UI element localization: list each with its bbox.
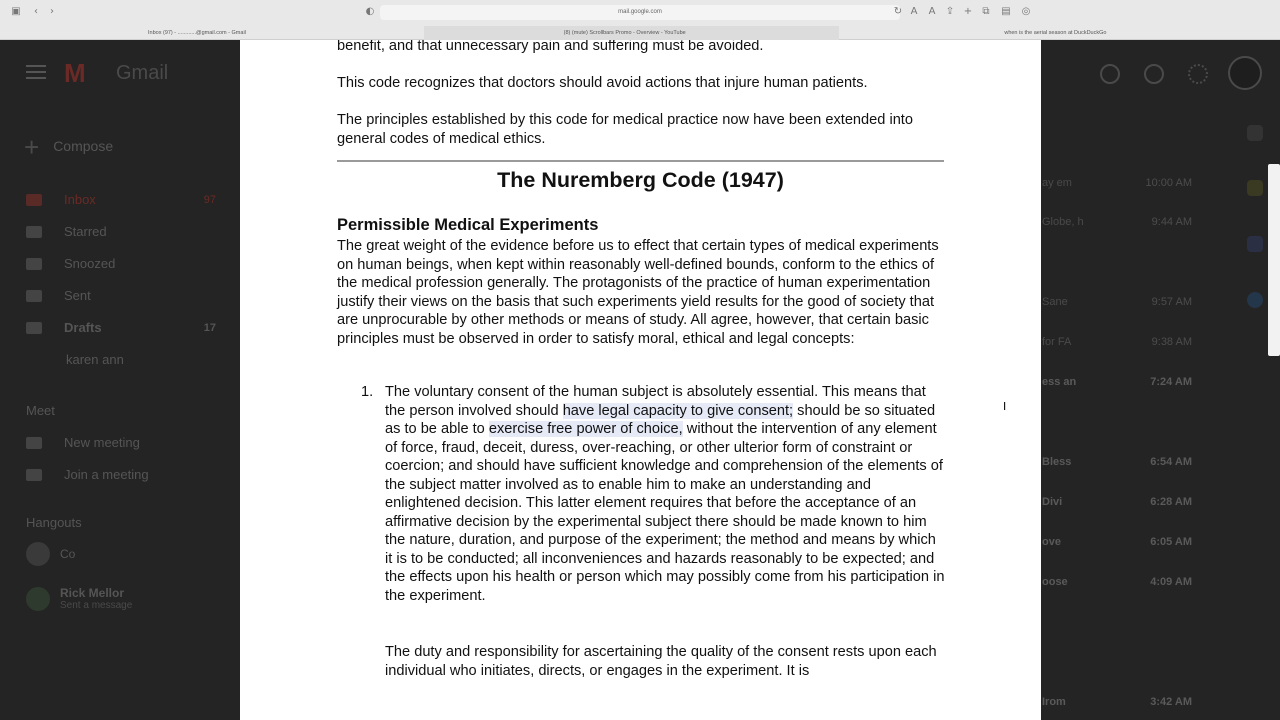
tasks-icon[interactable]	[1247, 236, 1263, 252]
back-icon[interactable]: ‹	[34, 6, 38, 17]
tab-duckduckgo[interactable]: when is the aerial season at DuckDuckGo	[1004, 30, 1107, 36]
contacts-icon[interactable]	[1247, 292, 1263, 308]
hangouts-heading: Hangouts	[26, 515, 82, 530]
nav-label: Inbox	[64, 192, 96, 207]
inbox-icon	[26, 194, 42, 206]
nav-snoozed[interactable]	[26, 256, 216, 271]
new-meeting-button[interactable]	[26, 435, 216, 450]
hangout-self[interactable]	[26, 542, 75, 566]
nav-starred[interactable]	[26, 224, 216, 239]
tab-youtube[interactable]: (8) (mute) Scrollbars Promo - Overview - YouTube	[424, 26, 840, 40]
highlighted-text: have legal capacity to give consent;	[562, 402, 794, 419]
item-text: The voluntary consent of the human subject is absolutely essential. This means that the person involved should	[385, 384, 926, 419]
list-item	[385, 383, 945, 605]
hangout-contact[interactable]	[26, 586, 132, 611]
inbox-row-snippet[interactable]: ay em	[1042, 177, 1072, 189]
inbox-row-snippet[interactable]: ess an	[1042, 376, 1077, 388]
gmail-brand: Gmail	[116, 62, 169, 84]
extension-icon[interactable]: ▤	[1001, 6, 1011, 17]
nav-label: New meeting	[64, 435, 140, 450]
nav-label: karen ann	[66, 352, 124, 367]
tab-overview-icon[interactable]: ⧉	[982, 6, 990, 17]
text-cursor-icon: I	[1003, 400, 1007, 413]
nav-label: Snoozed	[64, 256, 116, 271]
section-heading: Permissible Medical Experiments	[337, 216, 599, 234]
inbox-row-snippet[interactable]: Irom	[1042, 696, 1066, 708]
nav-label: Drafts	[64, 320, 102, 335]
side-panel	[1235, 40, 1280, 720]
document-title: The Nuremberg Code (1947)	[497, 168, 784, 192]
contact-status: Sent a message	[60, 600, 133, 611]
contact-name: Rick Mellor	[60, 586, 125, 600]
settings-icon[interactable]	[1144, 64, 1164, 84]
tab-gmail[interactable]: Inbox (97) - ............@gmail.com - Gmail	[148, 30, 246, 36]
nav-label: Sent	[64, 288, 91, 303]
inbox-row-time: 9:57 AM	[1151, 296, 1192, 308]
inbox-row-snippet[interactable]: ove	[1042, 536, 1061, 548]
inbox-row-time: 10:00 AM	[1145, 177, 1192, 189]
document-page	[240, 40, 1041, 720]
new-tab-icon[interactable]: +	[963, 6, 973, 17]
inbox-row-snippet[interactable]: Sane	[1042, 296, 1068, 308]
list-number: 1.	[361, 384, 374, 400]
tab-strip	[0, 26, 1280, 40]
share-icon[interactable]: ⇪	[945, 6, 955, 17]
nav-drafts[interactable]	[26, 320, 216, 335]
avatar	[26, 587, 50, 611]
browser-chrome	[0, 0, 1280, 40]
draft-icon	[26, 322, 42, 334]
inbox-row-time: 9:38 AM	[1151, 336, 1192, 348]
main-menu-icon[interactable]	[26, 65, 46, 79]
shield-icon[interactable]: ◐	[365, 6, 375, 17]
inbox-row-snippet[interactable]: for FA	[1042, 336, 1072, 348]
join-meeting-button[interactable]	[26, 467, 216, 482]
highlighted-text: exercise free power of choice,	[488, 421, 683, 437]
nav-count: 17	[203, 321, 216, 334]
sidebar-toggle-icon[interactable]: ▣	[11, 6, 21, 17]
item-text: should be so situated as to be able to	[385, 402, 936, 437]
inbox-row-time: 6:05 AM	[1150, 536, 1192, 548]
send-icon	[26, 290, 42, 302]
forward-icon[interactable]: ›	[50, 6, 54, 17]
nav-sent[interactable]	[26, 288, 216, 303]
page-scrollbar[interactable]	[1268, 164, 1280, 356]
nav-label: Join a meeting	[64, 467, 149, 482]
text-size-small-icon[interactable]: A	[910, 6, 918, 17]
nav-count: 97	[203, 193, 216, 206]
hangout-user-name: Co	[60, 547, 76, 561]
inbox-row-snippet[interactable]: Globe, h	[1042, 216, 1084, 228]
compose-label: Compose	[53, 138, 114, 155]
item-text: without the intervention of any element of force, fraud, deceit, duress, over-reaching, or other ulterior form of constraint or coercion; and should have sufficient knowledge and comprehension of the elements of the subject matter involved as to enable him to make an understanding and enlightened decision. This latter element requires that before the acceptance of an affirmative decision by the experimental subject there should be made known to him the nature, duration, and purpose of the experiment; the method and means by which it is to be conducted; all inconveniences and hazards reasonably to be expected; and the effects upon his health or person which may possibly come from his participation in the experiment.	[385, 421, 945, 604]
inbox-row-time: 7:24 AM	[1150, 376, 1192, 388]
help-icon[interactable]	[1100, 64, 1120, 84]
clock-icon	[26, 258, 42, 270]
paragraph: The principles established by this code for medical practice now have been extended into general codes of medical ethics.	[337, 112, 913, 147]
star-icon	[26, 226, 42, 238]
paragraph: benefit, and that unnecessary pain and suffering must be avoided.	[337, 40, 764, 54]
reload-icon[interactable]: ↻	[893, 6, 903, 17]
inbox-row-time: 6:28 AM	[1150, 496, 1192, 508]
nav-inbox[interactable]	[26, 192, 216, 207]
inbox-row-time: 3:42 AM	[1150, 696, 1192, 708]
calendar-icon[interactable]	[1247, 125, 1263, 141]
intro-paragraph: The great weight of the evidence before us to effect that certain types of medical experiments on human beings, when kept within reasonably well-defined bounds, conform to the ethics of the medical profession generally. The protagonists of the practice of human experimentation justify their views on the basis that such experiments yield results for the good of society that are unprocurable by other methods or means of study. All agree, however, that certain basic principles must be observed in order to satisfy moral, ethical and legal concepts:	[337, 238, 939, 347]
url-bar[interactable]: mail.google.com	[380, 5, 900, 20]
paragraph: This code recognizes that doctors should avoid actions that injure human patients.	[337, 75, 868, 91]
nav-label: Starred	[64, 224, 107, 239]
text-size-large-icon[interactable]: A	[928, 6, 936, 17]
plus-icon: +	[24, 132, 40, 162]
inbox-row-time: 4:09 AM	[1150, 576, 1192, 588]
extension-2-icon[interactable]: ◎	[1021, 6, 1031, 17]
nav-label-karen[interactable]	[66, 352, 256, 367]
inbox-row-snippet[interactable]: Divi	[1042, 496, 1063, 508]
browser-toolbar	[0, 0, 1280, 25]
video-icon	[26, 437, 42, 449]
keep-icon[interactable]	[1247, 180, 1263, 196]
keyboard-icon	[26, 469, 42, 481]
inbox-row-time: 6:54 AM	[1150, 456, 1192, 468]
meet-heading: Meet	[26, 403, 55, 418]
compose-button[interactable]	[24, 132, 113, 163]
gmail-logo-icon: M	[64, 58, 86, 88]
inbox-row-time: 9:44 AM	[1151, 216, 1192, 228]
inbox-row-snippet[interactable]: oose	[1042, 576, 1068, 588]
inbox-row-snippet[interactable]: Bless	[1042, 456, 1072, 468]
apps-icon[interactable]	[1188, 64, 1208, 84]
avatar	[26, 542, 50, 566]
list-item-paragraph: The duty and responsibility for ascertaining the quality of the consent rests upon each individual who initiates, directs, or engages in the experiment. It is	[385, 644, 937, 679]
divider	[337, 160, 944, 162]
